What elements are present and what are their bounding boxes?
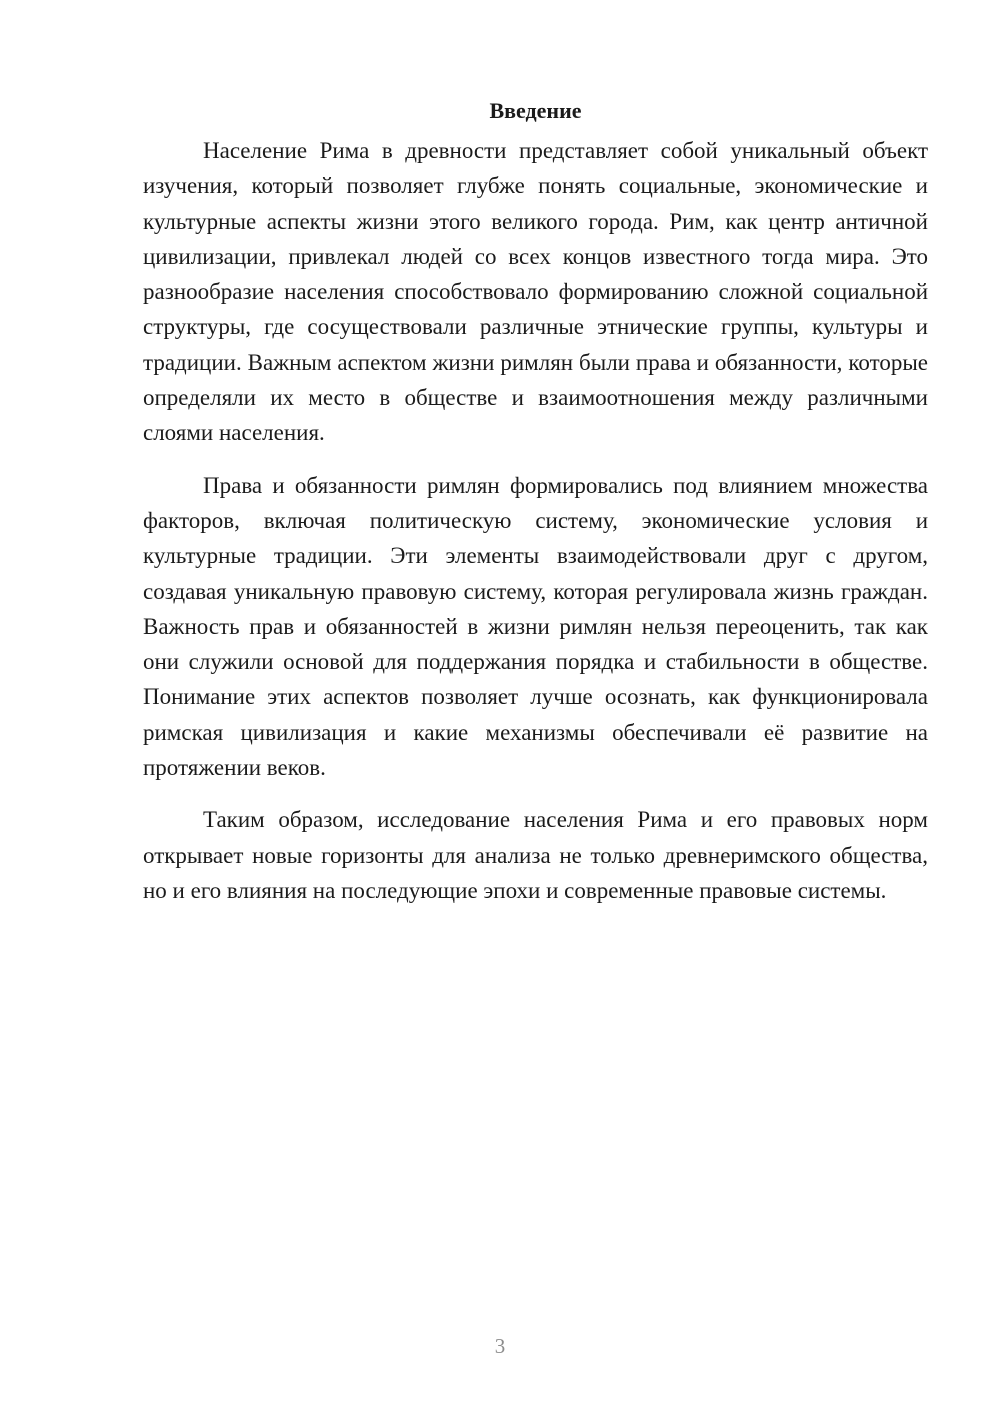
paragraph-2: Права и обязанности римлян формировались под влиянием множества факторов, включая политическую систему, экономические условия и культурные традиции. Эти элементы взаимодействовали друг с другом, создавая уникальную правовую систему, которая регулировала жизнь граждан. Важность прав и обязанностей в жизни римлян нельзя переоценить, так как они служили основой для поддержания порядка и стабильности в обществе. Понимание этих аспектов позволяет лучше осознать, как функционировала римская цивилизация и какие механизмы обеспечивали её развитие на протяжении веков. bbox=[143, 472, 928, 781]
paragraph-1: Население Рима в древности представляет собой уникальный объект изучения, который позволяет глубже понять социальные, экономические и культурные аспекты жизни этого великого города. Рим, как центр античной цивилизации, привлекал людей со всех концов известного тогда мира. Это разнообразие населения способствовало формированию сложной социальной структуры, где сосуществовали различные этнические группы, культуры и традиции. Важным аспектом жизни римлян были права и обязанности, которые определяли их место в обществе и взаимоотношения между различными слоями населения. bbox=[143, 138, 928, 446]
page-number: 3 bbox=[494, 1334, 506, 1358]
paragraph-3: Таким образом, исследование населения Рима и его правовых норм открывает новые горизонты для анализа не только древнеримского общества, но и его влияния на последующие эпохи и современные правовые системы. bbox=[143, 807, 928, 903]
section-heading: Введение bbox=[489, 98, 582, 123]
document-body bbox=[143, 96, 928, 908]
